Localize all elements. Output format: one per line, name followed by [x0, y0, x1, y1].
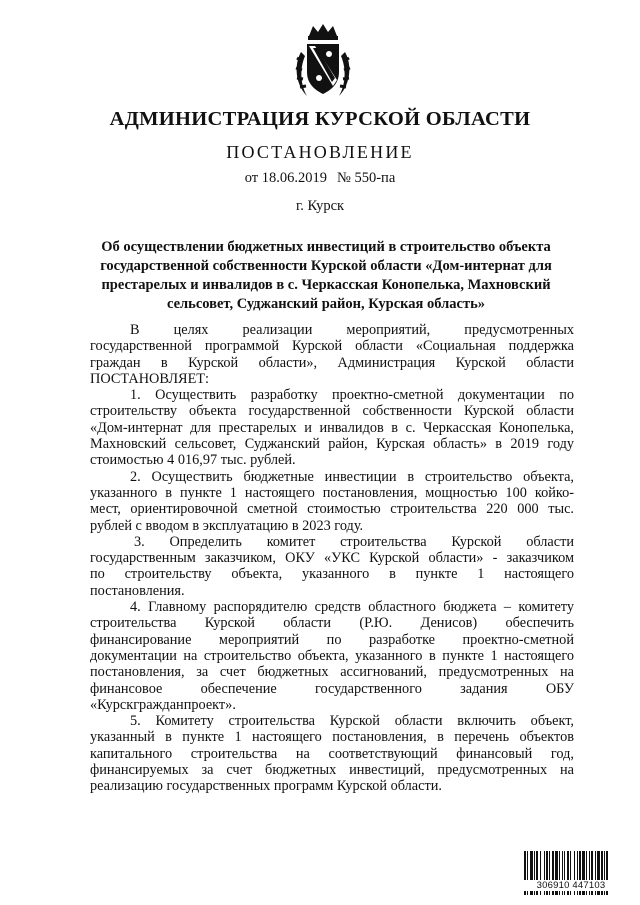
body-line: постановления.: [90, 582, 185, 599]
body-line: 5. Комитету строительства Курской области включить объект,: [130, 713, 574, 730]
body-line: указанного в пункте 1 настоящего постановления, мощностью 100 койко-: [90, 484, 574, 501]
document-body: [90, 322, 574, 795]
body-line: «Дом-интернат для престарелых и инвалидов в с. Черкасская Конопелька,: [90, 419, 574, 436]
body-line: мест, ориентировочной сметной стоимостью строительства 220 000 тыс.: [90, 501, 574, 518]
body-line: граждан в Курской области», Администрация Курской области: [90, 354, 574, 371]
organization-title: АДМИНИСТРАЦИЯ КУРСКОЙ ОБЛАСТИ: [109, 108, 531, 130]
body-line: государственным заказчиком, ОКУ «УКС Курской области» - заказчиком: [90, 550, 574, 567]
body-line: ПОСТАНОВЛЯЕТ:: [90, 370, 210, 387]
subject-line: Об осуществлении бюджетных инвестиций в строительство объекта: [101, 239, 551, 255]
body-line: Махновский сельсовет, Суджанский район, Курская область» в 2019 году: [90, 436, 574, 453]
document-number: № 550-па: [337, 170, 396, 186]
body-line: документации на строительство объекта, указанного в пункте 1 настоящего: [90, 647, 574, 664]
body-line: 2. Осуществить бюджетные инвестиции в строительство объекта,: [130, 468, 574, 485]
subject-line: престарелых и инвалидов в с. Черкасская Конопелька, Махновский: [101, 277, 551, 293]
body-line: финансирование мероприятий по разработке проектно-сметной: [90, 631, 574, 648]
body-line: постановления, за счет бюджетных ассигнований, предусмотренных на: [90, 664, 574, 681]
document-subject: [76, 238, 576, 314]
body-line: финансируемых за счет бюджетных инвестиций, предусмотренных на: [90, 762, 574, 779]
body-line: стоимостью 4 016,97 тыс. рублей.: [90, 452, 296, 469]
body-line: по строительству объекта, указанного в пункте 1 настоящего: [90, 566, 574, 583]
subject-line: сельсовет, Суджанский район, Курская область»: [166, 296, 486, 312]
coat-of-arms-icon: [291, 22, 355, 102]
body-line: 1. Осуществить разработку проектно-сметной документации по: [130, 387, 574, 404]
document-date: от 18.06.2019: [244, 170, 328, 186]
body-line: «Курскгражданпроект».: [90, 696, 236, 713]
body-line: строительству объекта государственной собственности Курской области: [90, 403, 574, 420]
body-line: рублей с вводом в эксплуатацию в 2023 году.: [90, 517, 364, 534]
body-line: строительства Курской области (Р.Ю. Денисов) обеспечить: [90, 615, 574, 632]
body-line: В целях реализации мероприятий, предусмотренных: [130, 322, 574, 338]
body-line: финансовое обеспечение государственного задания ОБУ: [90, 680, 574, 697]
body-line: 3. Определить комитет строительства Курской области: [134, 533, 574, 550]
document-type: ПОСТАНОВЛЕНИЕ: [226, 142, 414, 162]
body-line: указанный в пункте 1 настоящего постановления, в перечень объектов: [90, 729, 574, 746]
body-line: реализацию государственных программ Курской области.: [90, 778, 442, 795]
barcode-digits: 306910 447103: [522, 880, 620, 891]
body-line: государственной программой Курской области «Социальная поддержка: [90, 338, 574, 355]
subject-line: государственной собственности Курской области «Дом-интернат для: [100, 258, 552, 274]
document-date-number: [0, 170, 640, 187]
body-line: 4. Главному распорядителю средств областного бюджета – комитету: [130, 599, 574, 616]
body-line: капитального строительства на соответствующий финансовый год,: [90, 745, 574, 762]
document-city: г. Курск: [295, 198, 345, 214]
